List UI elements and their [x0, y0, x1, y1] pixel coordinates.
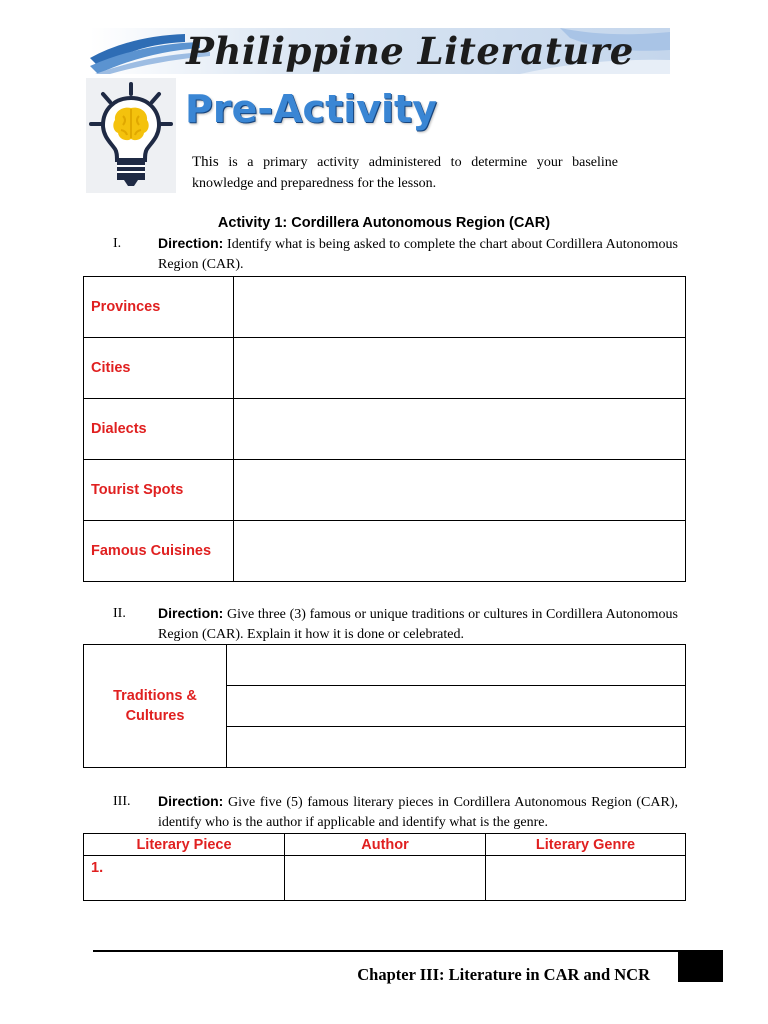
column-header: Author [285, 834, 486, 856]
direction-text: Give five (5) famous literary pieces in Cordillera Autonomous Region (CAR), identify who is the author if applicable and identify what is the genre. [158, 795, 679, 830]
genre-cell[interactable] [486, 856, 686, 901]
direction-text: Give three (3) famous or unique traditions or cultures in Cordillera Autonomous Region (CAR). Explain it how it is done or celebrated. [158, 607, 679, 642]
answer-cell[interactable] [234, 460, 686, 521]
direction-paragraph [158, 792, 678, 832]
column-header: Literary Piece [84, 834, 285, 856]
intro-first-word: This [192, 154, 219, 170]
table-row [84, 277, 686, 338]
direction-number: II. [113, 606, 126, 621]
table-header-row [84, 834, 686, 856]
answer-cell[interactable] [227, 727, 686, 768]
row-label [84, 645, 227, 768]
row-label: Famous Cuisines [84, 521, 234, 582]
activity-title: Activity 1: Cordillera Autonomous Region (CAR) [217, 215, 551, 231]
row-label: Tourist Spots [84, 460, 234, 521]
row-label-line: Traditions & [113, 688, 197, 704]
direction-number: I. [113, 236, 122, 251]
footer-chapter-title: Chapter III: Literature in CAR and NCR [357, 965, 650, 984]
direction-label: Direction: [158, 605, 224, 621]
table-row [84, 521, 686, 582]
literary-piece-cell[interactable]: 1. [84, 856, 285, 901]
direction-number: III. [113, 794, 131, 809]
row-label-line: Cultures [125, 708, 185, 724]
lightbulb-brain-icon [86, 78, 176, 193]
footer-page-block [678, 950, 723, 982]
answer-cell[interactable] [234, 338, 686, 399]
header-banner [90, 28, 670, 74]
direction-paragraph [158, 604, 678, 644]
literary-pieces-table [83, 833, 686, 901]
author-cell[interactable] [285, 856, 486, 901]
car-profile-chart [83, 276, 686, 582]
page-title: Pre-Activity [185, 87, 437, 131]
table-row [84, 399, 686, 460]
intro-paragraph [192, 152, 618, 194]
answer-cell[interactable] [227, 645, 686, 686]
direction-text: Identify what is being asked to complete the chart about Cordillera Autonomous Region (CAR). [158, 237, 679, 272]
column-header: Literary Genre [486, 834, 686, 856]
banner-title: Philippine Literature [186, 29, 634, 73]
answer-cell[interactable] [234, 521, 686, 582]
table-row [84, 460, 686, 521]
direction-label: Direction: [158, 235, 224, 251]
table-row [84, 645, 686, 686]
direction-paragraph [158, 234, 678, 274]
row-label: Dialects [84, 399, 234, 460]
answer-cell[interactable] [227, 686, 686, 727]
intro-text: is a primary activity administered to determine your baseline knowledge and preparedness for the lesson. [192, 155, 618, 191]
traditions-chart [83, 644, 686, 768]
answer-cell[interactable] [234, 399, 686, 460]
table-row [84, 338, 686, 399]
direction-label: Direction: [158, 793, 224, 809]
table-row [84, 856, 686, 901]
row-label: Cities [84, 338, 234, 399]
answer-cell[interactable] [234, 277, 686, 338]
row-label: Provinces [84, 277, 234, 338]
footer-divider [93, 950, 678, 952]
